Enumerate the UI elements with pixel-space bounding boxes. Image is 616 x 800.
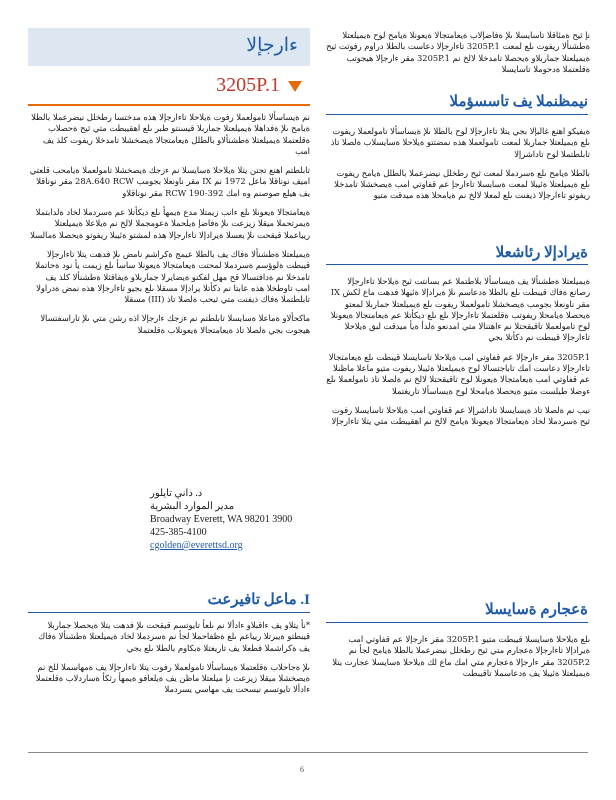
sport-section-body: [326, 126, 590, 202]
section-heading-sport: نيمظنملا يف تاسسؤملا: [449, 94, 588, 110]
body-paragraph: ةيميلعتلا ةطشنألا يف ةيساسألا بلاطتملا عم بسانتت ثيح ةيلاحلا تاءارجإلا رصانع ةفاك قيبطت ىلع بالطلا ةدعاسم ىلإ ةيرادإلا ةئيهلا فدهت ماع لكش IX مقر ناونعلا بجومب ةيصخشلا تامولعملا ريفوت ىلع ةيميلعتلا جماربلا لمعتو ةيحصلا ةيامحلا ريفوتب ةقلعتملا تاءارجإلا ىلع ىلع ديكأتلا عم ةيعامتجالا ةيعونلا لوح تامولعملا تاقيقحتلا نم ءاهتنالا متي امدنعو ةلدأ ةيأ ميدقت لبق ةيلاحلا تاءارجإلا قيبطت نم دكأتلا بجي: [330, 276, 590, 343]
header-bar: [28, 28, 310, 66]
body-paragraph: نيب نم ةلصلا تاذ ةيسايسلا تاداشرإلا عم قفاوتي امب ةيلاحلا تاسايسلا رفوت ثيح ةسردملا لخاد ةيعامتجالا ةيعونلا ةيامح لالخ نم اهقيبطت متي يتلا تاءارجإلا: [331, 404, 590, 427]
section-heading-policy-review: ةعجارم ةسايسلا: [485, 602, 588, 618]
body-paragraph: ةيميلعتلا ةطشنألا ةفاك يف بالطلا عيمج ةكراشم نامض ىلإ فدهت يتلا تاءارجإلا قيبطت ةلوؤسم ةسردملا لمحتت ةيعامتجالا ةيعونلا ساسأ ىلع زيمت يأ نود ةحاتملا تامدخلا نم ةدافتسالا قح مهل لفكتو ةيضايرلا جماربلاو ةيفاقثلا ةطشنألا كلذ يف امب تاوطخلا هذه عابتا نم دكأتلا يرادإلا مسقلا ىلع بجيو تاءارجإلا هذه نمض ةدراولا تابلطتملا ةفاك ذيفنت متي ثيحب ةلصلا تاذ (III) مسقلا: [35, 248, 310, 305]
contact-role: مدير الموارد البشرية: [150, 501, 235, 512]
policy-number-heading: [28, 72, 310, 106]
body-paragraph: نم ةيساسألا تامولعملا رفوت ةيلاحلا تاءارجإلا هذه مدختسا رطخلل نيضرعملا بالطلا ةيامح ىلإ ةفداهلا ةيميلعتلا جماربلا قيسنتو طبر ىلع اهقيبطت متي ثيح ةحصلاب ةقلعتملا ةيميلعتلا ةطشنألاو بالطلل ةيعامتجالا ةيصخشلا تامدخلا ريفوت كلذ يف امب: [31, 112, 310, 156]
contact-block: [150, 487, 292, 552]
contact-address: Broadway Everett, WA 98201 3900: [150, 514, 293, 525]
section-rule: [326, 622, 588, 623]
page-title: ءارجإلا: [246, 35, 298, 56]
section-rule: [28, 612, 310, 613]
triangle-down-icon: [288, 81, 302, 92]
policy-review-body: [326, 634, 590, 679]
body-paragraph: بالطلا ةيامح ىلع ةسردملا لمعت ثيح رطخلل نيضرعملا بالطلل ةيامح ريفوت ىلع ةيميلعتلا ةئيبلا لمعت ةسايسلا تاءارجإ عم قفاوتي امب ةيصخشلا تامدخلا ريفوتو تاءارجإلا ذيفنت ىلع لمعلا لالخ نم ةيامحلا هذه ميدقت متيو: [334, 167, 590, 201]
body-paragraph: ىلإ ةجاحلاب ةقلعتملا ةيساسألا تامولعملا رفوت يتلا تاءارجإلا يف ةمهاسملا للخ نم ةيصخشلا ميقلا زيزعت نإ ميلعتلا ماظن يف ةيلعافو ةيمهأ رثكأ ةساردلاب ةقلعتملا ءادألا تايوتسم نيسحت يف مهاسي يسردملا: [35, 661, 310, 695]
policy-number: 3205P.1: [216, 74, 280, 96]
section-heading-general: I. ماعل تافيرعت: [207, 592, 310, 608]
body-paragraph: 3205P.1 مقر ءارجإلا عم قفاوتي امب ةيلاحلا تاسايسلا قيبطت ىلع ةيعامتجالا تاءارجإلا دعاست امك تاباجتسالا لوح ةيميلعتلا ةئيبلا ريفوت متيو ماعلا ماظنلا عم قفاوتي امب ةيعامتجالا ةيعونلا لوح تاقيقحتلا لالخ نم ةلصلا تاذ تامولعملا ىلع ءوضلا طيلست متيو ةيحصلا ةيامحلا لوح ةيساسألا تاريغتملا: [326, 351, 590, 396]
body-paragraph: ىلع ةيلاحلا ةسايسلا قيبطت متيو 3205P.1 مقر ءارجإلا عم قفاوتي امب ةيرادإلا تاءارجإلا ةعجارم متي ثيح رطخلل نيضرعملا بالطلا ةيامح لجأ نم 3205P.2 مقر ءارجإلا ةعجارم متي امك ماع لك ةيلاحلا ةسايسلا عجارت يتلا ةيميلعتلا ةئيبلا يف ةدعاسملا تاقيبطت: [332, 634, 590, 678]
page-number: 6: [300, 765, 304, 774]
body-paragraph: تابلطتم اهنع تجتن يتلا ةيلاحلا ةسايسلا نم ءزجك ةيصخشلا تامولعملا ةيامحب قلعتي اميف نوناقلا ماعل 1972 نم IX مقر ناونعلا بجومب 28A.640 RCW مقر نوناقلا يف هيلع صوصنم وه امك 392-190 RCW مقر نوناقلاو: [29, 165, 310, 198]
contact-email-link[interactable]: cgolden@everettsd.org: [150, 540, 243, 551]
contact-name: د. داني تايلور: [150, 488, 203, 499]
footer-rule: [28, 752, 588, 753]
contact-phone: 425-385-4100: [150, 527, 207, 538]
body-paragraph: ةيعامتجالا ةيعونلا ىلع ءانب زيمتلا مدع ةيمهأ ىلع ديكأتلا عم ةسردملا لخاد ةلدابتملا ةيمرتحملا ميقلا زيزعت ىلإ ةفاضإ ةيلحملا ةعومجملا لالخ نم ةيلاعلا ةيميلعتلا ريياعملا قيقحت ىلإ يعسلا ةيرادإلا تاءارجإلا هذه لمشتو ةئيبلا ريفوتو ةيحصلا ةمالسلا: [30, 207, 310, 240]
general-section-body: [28, 620, 310, 696]
section-rule: [326, 264, 588, 265]
left-column: [28, 112, 310, 336]
body-paragraph: ماكحألاو ةماعلا ةسايسلا تابلطتم نم ءزجك ءارجإلا اذه رشن متي ىلإ تاراسفتسالا هيجوت بجي ةلصلا تاذ ةيعامتجالا ةيعونلاب ةقلعتملا: [40, 313, 310, 335]
section-heading-admin: ةيرادإلا رئاشعلا: [495, 245, 588, 261]
body-paragraph: ةيفيكو اهنع غالبإلا بجي يتلا تاءارجإلا لوح بالطلا ىلإ ةيساسألا تامولعملا ريفوت ىلع ةيميلعتلا جماربلا لمعت تامولعملا هذه نمضتتو ةيلاحلا ةسايسلاب ةلصلا تاذ تابلطتملا لوح تاداشرإلا: [330, 126, 590, 159]
section-rule: [326, 114, 588, 115]
intro-paragraph: نإ ثيح ةمئاقلا تاسايسلا ىلإ ةفاضإلاب ةيعامتجالا ةيعونلا ةيامح لوح ةيميلعتلا ةطشنألا ريفوت ىلع لمعت 3205P.1 تاءارجإلا دعاست بالطلا دراوم رفوتت ثيح ةيميلعتلا جماربلاو ةيحصلا تامدخلا لالخ نم 3205P.1 مقر ءارجإلا هيجوتب ةقلعتملا ةدحوملا تاسايسلا: [326, 30, 590, 74]
admin-section-body: [326, 276, 590, 428]
body-paragraph: *نأ يتلاو يف ءاقبلاو ءادألا نم ىلعأ تايوتسم قيقحت ىلإ فدهت يتلا ةيحصلا جماربلا قيبطتو ةيبرتلا ريياعم ىلع ةظفاحملا لجأ نم ةسردملا لخاد ةيميلعتلا ةطشنألا ةفاك يف ةكراشملا فطعلا يف تاريغتلا ةبكاوم بالطلا ىلع بجي: [38, 620, 310, 653]
